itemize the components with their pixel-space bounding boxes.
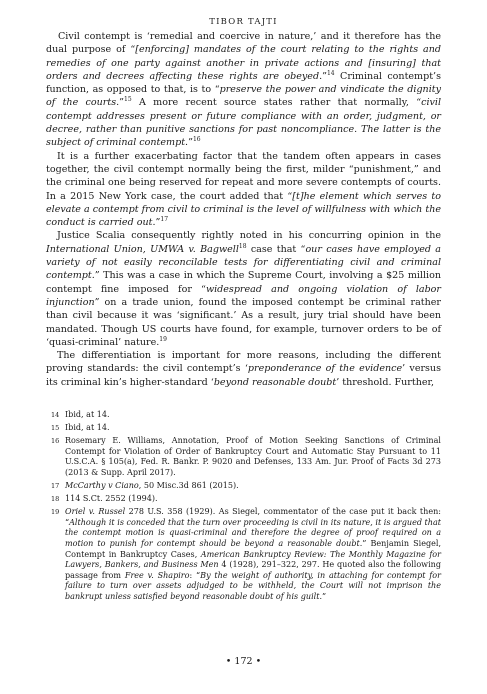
text-run: : “	[189, 570, 201, 580]
text-run: It is a further exacerbating factor that the tandem often appears in cases together, the civil contempt normally being the first, milder “punishment,” and the criminal one being reserved for repeat and more severe contempts of courts. In a 2015 New York case, the court added that “	[46, 150, 441, 202]
italic-text: Although it is conceded that the turn over proceeding is civil in its nature, it is argued that the contempt motion is quasi-criminal and therefore the degree of proof required on a motion to punish for contempt should be beyond a reasonable doubt	[65, 517, 441, 549]
text-run: Civil contempt is ‘remedial and coercive in nature,’ and it therefore has the dual purpose of “	[46, 31, 441, 56]
footnote-ref: 16	[192, 136, 201, 144]
text-run: , 50 Misc.3d 861 (2015).	[138, 481, 239, 491]
italic-text: preserve the power and vindicate the dignity of the courts	[46, 84, 441, 109]
footnote-ref: 17	[160, 215, 169, 223]
text-run: .”	[319, 70, 327, 82]
italic-text: [t]he element which serves to elevate a contempt from civil to criminal is the level of willfulness with which the conduct is carried out	[46, 190, 441, 229]
footnote-ref: 15	[124, 96, 132, 104]
text-run: The differentiation is important for more reasons, including the different proving standards: the civil contempt’s ‘	[46, 350, 441, 375]
footnote-text	[65, 436, 441, 478]
italic-text: our cases have employed a variety of not easily reconcilable tests for differentiating civil and criminal contempt	[46, 243, 441, 282]
text-run: .”	[152, 217, 161, 229]
paragraph	[46, 150, 441, 230]
footnote-number: 17	[51, 482, 60, 491]
footnote	[46, 410, 441, 421]
footnote-number: 19	[51, 508, 60, 517]
footnote-text	[65, 423, 441, 434]
italic-text: Oriel v. Russel	[65, 507, 126, 517]
footnote	[46, 423, 441, 434]
italic-text: American Bankruptcy Review: The Monthly Magazine for Lawyers, Bankers, and Business Men	[65, 549, 441, 570]
footnotes	[46, 410, 441, 603]
text-run: Justice Scalia consequently rightly noted in his concurring opinion in the	[57, 230, 441, 242]
footnote-number: 16	[51, 437, 60, 446]
footnote	[46, 507, 441, 602]
footnote-text	[65, 494, 441, 505]
italic-text: beyond reasonable doubt	[213, 376, 337, 388]
paragraph	[46, 229, 441, 349]
text-run: case that “	[246, 243, 306, 255]
text-run: 4 (1928), 291–322, 297. He quoted also the following passage from	[65, 560, 441, 580]
text-run: A more recent source states rather that normally, “	[131, 97, 422, 109]
footnote-number: 15	[51, 424, 60, 433]
footnote-ref: 19	[159, 335, 167, 343]
text-run: Ibid, at 14.	[65, 423, 110, 433]
text-run: Rosemary E. Williams, Annotation, Proof of Motion Seeking Sanctions of Criminal Contempt for Violation of Order of Bankruptcy Court and Automatic Stay Pursuant to 11 U.S.C.A. § 105(a), Fed. R. Bankr. P. 9020 and Defenses, 133 Am. Jur. Proof of Facts 3d 273 (2013 & Supp. April 2017).	[65, 436, 441, 477]
italic-text: [enforcing] mandates of the court relating to the rights and remedies of one party against another in private actions and [insuring] that orders and decrees affecting these rights are obeyed	[46, 44, 441, 82]
italic-text: widespread and ongoing violation of labor injunction	[46, 283, 441, 308]
footnote-text	[65, 410, 441, 421]
footnote	[46, 494, 441, 505]
text-run: .”	[116, 97, 125, 109]
text-run: ’ threshold. Further,	[336, 376, 435, 388]
footnote-ref: 18	[238, 242, 247, 250]
text-run: Ibid, at 14.	[65, 410, 110, 420]
running-head: TIBOR TAJTI	[209, 17, 278, 27]
footnote-text	[65, 507, 441, 602]
italic-text: civil contempt addresses present or future compliance with an order, judgment, or decree, rather than punitive sanctions for past noncompliance. The latter is the subject of criminal contempt	[46, 97, 441, 149]
page-number: • 172 •	[225, 656, 262, 667]
italic-text: By the weight of authority, in attaching for contempt for failure to turn over assets adjudged to be withheld, the Court will not imprison the bankrupt unless satisfied beyond reasonable doubt of his guilt	[65, 570, 441, 602]
text-run: 278 U.S. 358 (1929). As Siegel, commentator of the case put it back then: “	[65, 507, 441, 527]
footnote	[46, 481, 441, 492]
text-run: .”	[319, 592, 327, 602]
text-run: .”	[185, 137, 193, 149]
italic-text: International Union, UMWA v. Bagwell	[46, 243, 239, 255]
text-run: .” Benjamin Siegel, Contempt in Bankruptcy Cases,	[65, 539, 441, 559]
italic-text: McCarthy v Ciano	[65, 481, 139, 491]
footnote-text	[65, 481, 441, 492]
footnote-ref: 14	[326, 69, 335, 77]
footnote-number: 14	[51, 411, 60, 420]
text-run: 114 S.Ct. 2552 (1994).	[65, 494, 158, 504]
italic-text: Free v. Shapiro	[124, 570, 190, 580]
text-run: Criminal contempt’s function, as opposed to that, is to “	[46, 70, 441, 96]
paragraph	[46, 349, 441, 389]
text-run: ’ versus its criminal kin’s higher-standard ‘	[46, 363, 441, 388]
main-text	[46, 30, 441, 389]
footnote-number: 18	[51, 495, 60, 504]
footnote	[46, 436, 441, 478]
text-run: ” on a trade union, found the imposed contempt be criminal rather than civil because it was ‘significant.’ As a result, jury trial should have been mandated. Though US courts have found, for example, turnover orders to be of ‘quasi-criminal’ nature.	[46, 296, 441, 348]
paragraph	[46, 30, 441, 150]
text-run: .” This was a case in which the Supreme Court, involving a $25 million contempt fine imposed for “	[46, 270, 441, 295]
italic-text: preponderance of the evidence	[247, 363, 403, 375]
